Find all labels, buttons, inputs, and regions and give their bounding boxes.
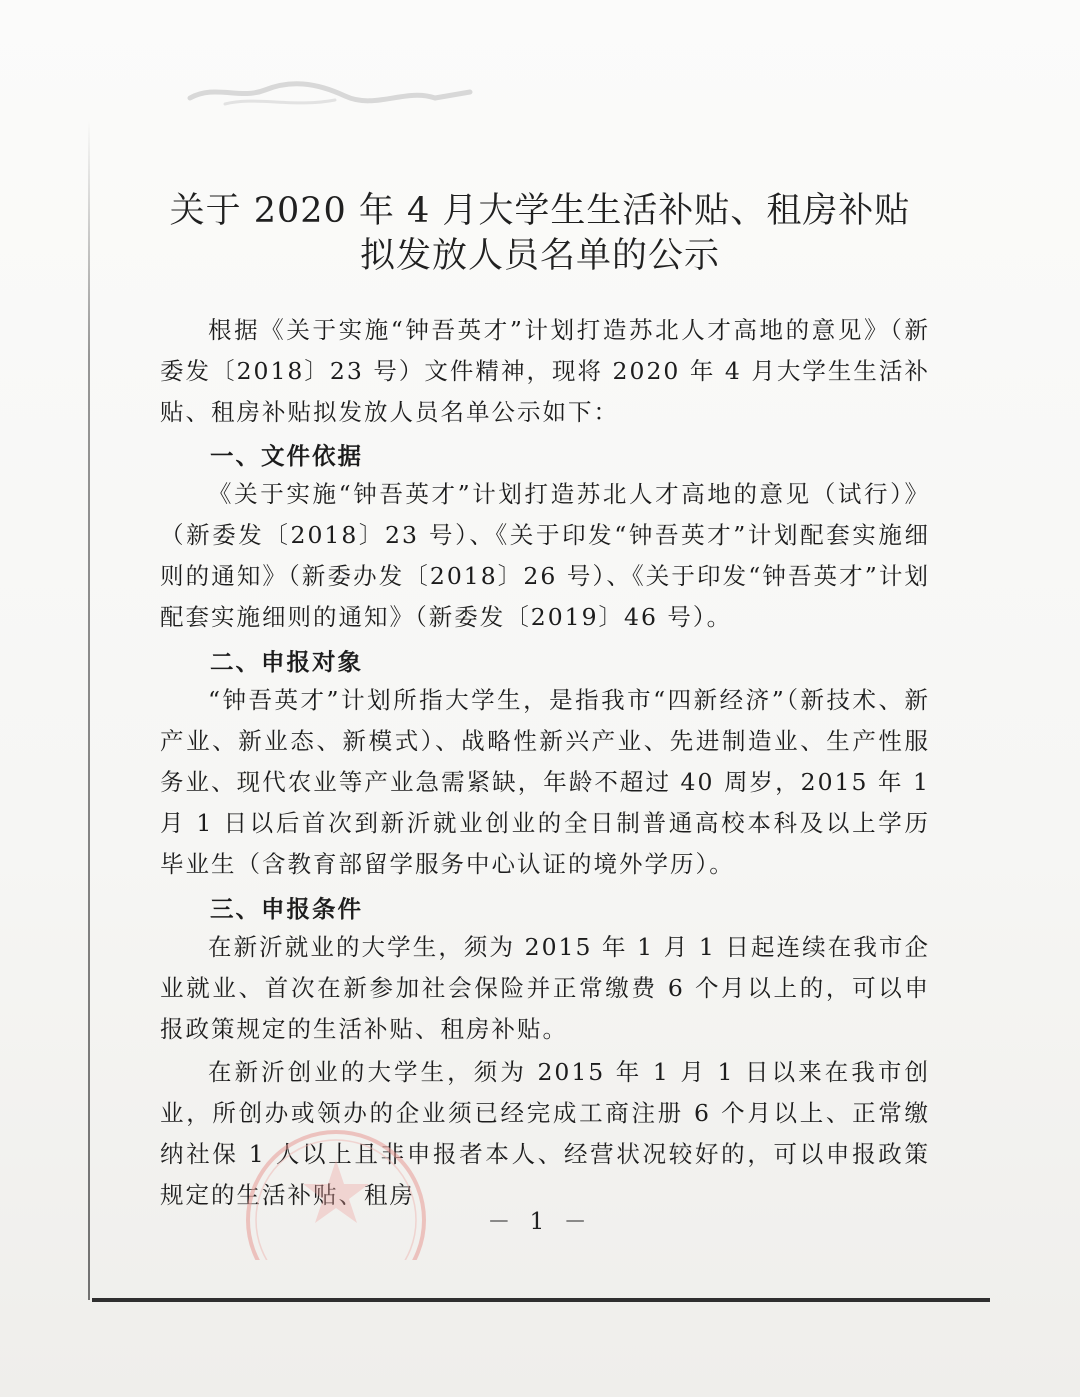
section-3-paragraph-2: 在新沂创业的大学生，须为 2015 年 1 月 1 日以来在我市创业，所创办或领办的企业须已经完成工商注册 6 个月以上、正常缴纳社保 1 人以上且非申报者本人、经营状况较好的，可以申报政策规定的生活补贴、租房 [160, 1058, 930, 1209]
document-title-line-2: 拟发放人员名单的公示 [359, 236, 720, 276]
intro-paragraph: 根据《关于实施“钟吾英才”计划打造苏北人才高地的意见》（新委发〔2018〕23 号）文件精神，现将 2020 年 4 月大学生生活补贴、租房补贴拟发放人员名单公示如下： [160, 316, 930, 426]
section-2-heading: 二、申报对象 [210, 648, 363, 676]
section-1-paragraph: 《关于实施“钟吾英才”计划打造苏北人才高地的意见（试行）》（新委发〔2018〕23 号）、《关于印发“钟吾英才”计划配套实施细则的通知》（新委办发〔2018〕26 号）、《关于印发“钟吾英才”计划配套实施细则的通知》（新委发〔2019〕46 号）。 [160, 480, 930, 631]
page-number: － 1 － [487, 1209, 593, 1235]
section-2-paragraph: “钟吾英才”计划所指大学生，是指我市“四新经济”（新技术、新产业、新业态、新模式）、战略性新兴产业、先进制造业、生产性服务业、现代农业等产业急需紧缺，年龄不超过 40 周岁，2015 年 1 月 1 日以后首次到新沂就业创业的全日制普通高校本科及以上学历毕业生（含教育部留学服务中心认证的境外学历）。 [160, 686, 930, 878]
section-1-heading: 一、文件依据 [210, 442, 363, 470]
official-seal-stamp [236, 1120, 436, 1260]
scan-bottom-edge [92, 1298, 990, 1302]
document-title-line-1: 关于 2020 年 4 月大学生生活补贴、租房补贴 [169, 191, 911, 231]
section-3-heading: 三、申报条件 [210, 895, 363, 923]
faint-handwriting-mark [185, 70, 485, 120]
section-3-paragraph-1: 在新沂就业的大学生，须为 2015 年 1 月 1 日起连续在我市企业就业、首次在新参加社会保险并正常缴费 6 个月以上的，可以申报政策规定的生活补贴、租房补贴。 [160, 933, 930, 1043]
scan-left-edge [88, 120, 90, 1300]
